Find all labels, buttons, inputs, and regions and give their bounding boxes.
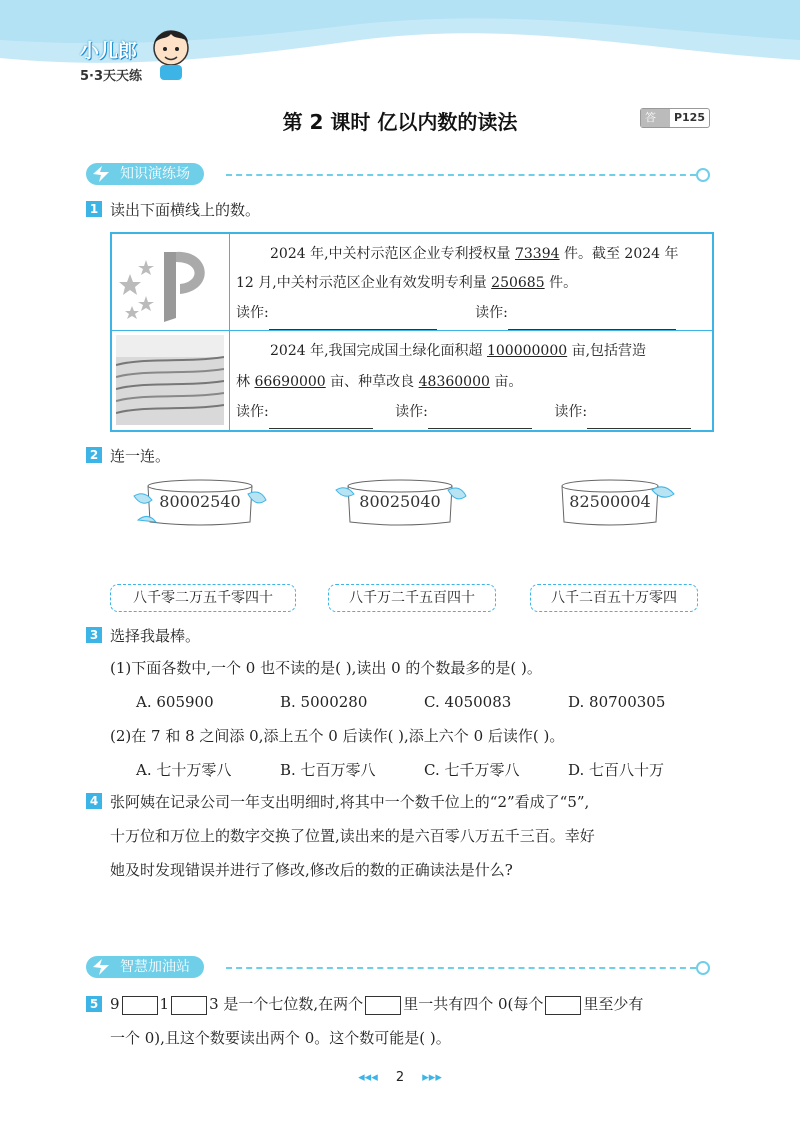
q4-line1: 张阿姨在记录公司一年支出明细时,将其中一个数千位上的“2”看成了“5”, — [110, 793, 590, 811]
q3-sub2: (2)在 7 和 8 之间添 0,添上五个 0 后读作( ),添上六个 0 后读作( )。 — [110, 727, 565, 745]
terraced-land-photo — [116, 335, 224, 425]
section-divider — [226, 967, 696, 969]
answer-label: 答案 — [641, 109, 670, 127]
number-label[interactable]: 80025040 — [359, 492, 441, 511]
left-arrows-icon: ◂◂◂ — [358, 1070, 378, 1085]
question-number: 4 — [86, 793, 102, 809]
section-label: 知识演练场 — [120, 166, 190, 182]
row2-answer-line: 读作: 读作: 读作: — [236, 396, 691, 429]
row1-answer-line: 读作: 读作: — [236, 297, 676, 330]
number-100000000: 100000000 — [486, 343, 568, 359]
page-footer — [330, 1070, 470, 1085]
answer-blank[interactable] — [269, 412, 373, 429]
row2-line2: 林 66690000 亩、种草改良 48360000 亩。 — [236, 374, 523, 390]
digit-box — [365, 996, 401, 1015]
reading-label[interactable]: 八千二百五十万零四 — [530, 584, 698, 612]
option-d[interactable]: D. 80700305 — [568, 693, 666, 711]
q1-table — [110, 232, 714, 432]
answer-blank[interactable] — [587, 412, 691, 429]
option-a[interactable]: A. 605900 — [136, 693, 214, 711]
number-250685: 250685 — [491, 275, 545, 291]
option-c[interactable]: C. 4050083 — [424, 693, 512, 711]
answer-blank[interactable] — [269, 313, 437, 330]
right-arrows-icon: ▸▸▸ — [422, 1070, 442, 1085]
row2-line1: 2024 年,我国完成国土绿化面积超 100000000 亩,包括营造 — [270, 343, 647, 359]
answer-blank[interactable] — [508, 313, 676, 330]
brand-sub: 5·3天天练 — [80, 69, 143, 84]
option-a[interactable]: A. 七十万零八 — [136, 761, 232, 779]
digit-box[interactable] — [122, 996, 158, 1015]
number-73394: 73394 — [514, 246, 560, 262]
brand-logo — [80, 36, 142, 84]
lightning-icon — [90, 956, 112, 978]
option-b[interactable]: B. 5000280 — [280, 693, 368, 711]
question-number: 2 — [86, 447, 102, 463]
table-col-divider — [229, 234, 230, 430]
digit-box — [545, 996, 581, 1015]
page-title: 第 2 课时 亿以内数的读法 — [282, 110, 518, 134]
question-number: 1 — [86, 201, 102, 217]
q5-line1: 9 1 3 是一个七位数,在两个 里一共有四个 0(每个 里至少有 — [110, 995, 644, 1013]
q5-line2: 一个 0),且这个数要读出两个 0。这个数可能是( )。 — [110, 1029, 451, 1047]
number-48360000: 48360000 — [418, 374, 490, 390]
mascot-icon — [146, 22, 196, 82]
q3-sub1: (1)下面各数中,一个 0 也不读的是( ),读出 0 的个数最多的是( )。 — [110, 659, 542, 677]
option-c[interactable]: C. 七千万零八 — [424, 761, 520, 779]
patent-logo-icon — [116, 238, 224, 326]
question-number: 5 — [86, 996, 102, 1012]
section-divider-end — [696, 961, 710, 975]
q4-line3: 她及时发现错误并进行了修改,修改后的数的正确读法是什么? — [110, 861, 513, 879]
section-label: 智慧加油站 — [120, 959, 190, 975]
question-prompt: 读出下面横线上的数。 — [110, 201, 261, 219]
page-number: 2 — [395, 1070, 405, 1085]
option-d[interactable]: D. 七百八十万 — [568, 761, 665, 779]
digit-box[interactable] — [171, 996, 207, 1015]
option-b[interactable]: B. 七百万零八 — [280, 761, 376, 779]
section-divider-end — [696, 168, 710, 182]
section-divider — [226, 174, 696, 176]
question-prompt: 选择我最棒。 — [110, 627, 201, 645]
q4-line2: 十万位和万位上的数字交换了位置,读出来的是六百零八万五千三百。幸好 — [110, 827, 595, 845]
reading-label[interactable]: 八千零二万五千零四十 — [110, 584, 296, 612]
number-label[interactable]: 80002540 — [159, 492, 241, 511]
question-prompt: 连一连。 — [110, 447, 171, 465]
number-66690000: 66690000 — [254, 374, 326, 390]
table-row-divider — [112, 330, 712, 331]
number-label[interactable]: 82500004 — [569, 492, 651, 511]
lightning-icon — [90, 163, 112, 185]
answer-blank[interactable] — [428, 412, 532, 429]
row1-line1: 2024 年,中关村示范区企业专利授权量 73394 件。截至 2024 年 — [270, 246, 679, 262]
answer-ref-badge — [640, 108, 710, 142]
brand-name: 小儿郎 — [80, 40, 138, 62]
question-number: 3 — [86, 627, 102, 643]
answer-page: P125 — [673, 111, 705, 124]
reading-label[interactable]: 八千万二千五百四十 — [328, 584, 496, 612]
row1-line2: 12 月,中关村示范区企业有效发明专利量 250685 件。 — [236, 275, 578, 291]
